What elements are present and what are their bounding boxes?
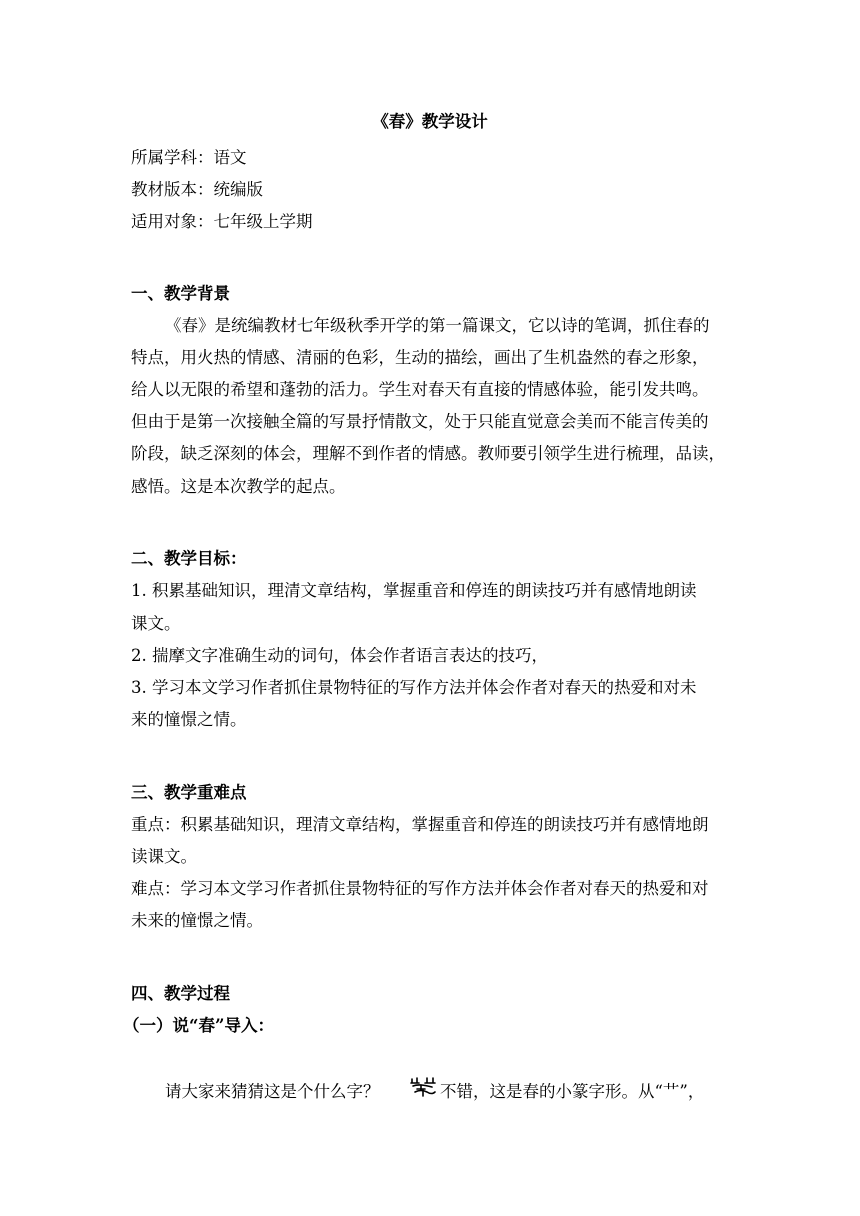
objective-line: 来的憧憬之情。 (131, 710, 247, 729)
key-point-line: 未来的憧憬之情。 (131, 911, 263, 930)
key-point-line: 难点：学习本文学习作者抓住景物特征的写作方法并体会作者对春天的热爱和对 (131, 879, 709, 898)
meta-subject: 所属学科：语文 (131, 148, 247, 167)
seal-script-chun-icon (409, 1076, 437, 1098)
section-heading-background: 一、教学背景 (131, 284, 230, 303)
background-line: 但由于是第一次接触全篇的写景抒情散文，处于只能直觉意会美而不能言传美的 (131, 412, 709, 431)
intro-text-after: 不错，这是春的小篆字形。从“艹”， (440, 1082, 705, 1101)
meta-edition: 教材版本：统编版 (131, 180, 263, 199)
meta-audience: 适用对象：七年级上学期 (131, 212, 313, 231)
key-point-line: 重点：积累基础知识，理清文章结构，掌握重音和停连的朗读技巧并有感情地朗 (131, 815, 709, 834)
section-heading-objectives: 二、教学目标： (131, 549, 247, 568)
background-line: 给人以无限的希望和蓬勃的活力。学生对春天有直接的情感体验，能引发共鸣。 (131, 380, 709, 399)
background-line: 特点，用火热的情感、清丽的色彩，生动的描绘，画出了生机盎然的春之形象， (131, 348, 709, 367)
objective-line: 课文。 (131, 614, 181, 633)
document-title: 《春》教学设计 (372, 112, 488, 131)
section-heading-process: 四、教学过程 (131, 984, 230, 1003)
background-line: 《春》是统编教材七年级秋季开学的第一篇课文，它以诗的笔调，抓住春的 (165, 316, 710, 335)
objective-line: 1. 积累基础知识，理清文章结构，掌握重音和停连的朗读技巧并有感情地朗读 (131, 581, 697, 600)
background-line: 感悟。这是本次教学的起点。 (131, 477, 346, 496)
process-subheading: （一）说“春”导入： (123, 1016, 274, 1035)
intro-text-before: 请大家来猜猜这是个什么字？ (165, 1082, 380, 1101)
objective-line: 2. 揣摩文字准确生动的词句，体会作者语言表达的技巧， (131, 646, 548, 665)
background-line: 阶段，缺乏深刻的体会，理解不到作者的情感。教师要引领学生进行梳理，品读， (131, 444, 725, 463)
key-point-line: 读课文。 (131, 847, 197, 866)
section-heading-key-points: 三、教学重难点 (131, 783, 247, 802)
objective-line: 3. 学习本文学习作者抓住景物特征的写作方法并体会作者对春天的热爱和对未 (131, 678, 697, 697)
